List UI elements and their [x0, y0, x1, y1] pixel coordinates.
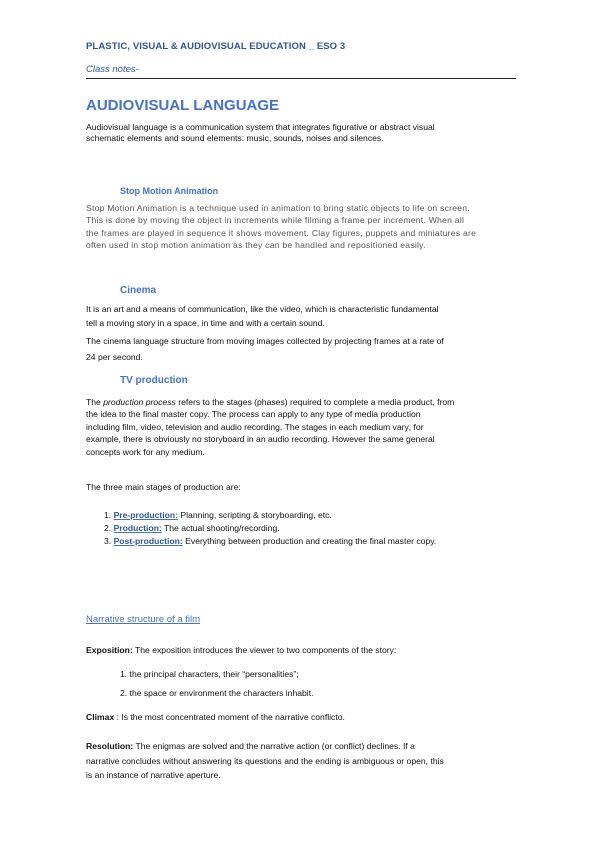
header-subtitle: Class notes-: [86, 64, 139, 75]
header-course-title: PLASTIC, VISUAL & AUDIOVISUAL EDUCATION _ ESO 3: [86, 41, 346, 52]
resolution-text: The enigmas are solved and the narrative action (or conflict) declines. If a: [133, 741, 415, 751]
resolution-line: is an instance of narrative aperture.: [86, 770, 221, 780]
stage-item: [104, 510, 332, 521]
stop-motion-paragraph: [86, 202, 516, 252]
stages-intro: The three main stages of production are:: [86, 482, 241, 492]
cinema-line: 24 per second.: [86, 352, 143, 362]
tv-line-italic: production process: [103, 397, 176, 407]
stage-text: Planning, scripting & storyboarding, etc.: [178, 510, 332, 520]
tv-line: [86, 396, 516, 408]
stage-text: The actual shooting/recording.: [161, 523, 280, 533]
tv-production-heading: TV production: [120, 375, 188, 386]
tv-line: including film, video, television and audio recording. The stages in each medium vary; for: [86, 421, 424, 432]
climax-line: [86, 712, 516, 723]
stop-motion-line: the frames are played in sequence it shows movement. Clay figures, puppets and miniatures are: [86, 227, 477, 238]
resolution-label: Resolution:: [86, 741, 134, 751]
cinema-line: The cinema language structure from moving images collected by projecting frames at a rate of: [86, 336, 444, 346]
cinema-heading: Cinema: [120, 285, 157, 296]
stop-motion-line: This is done by moving the object in increments while filming a frame per increment. When all: [86, 215, 465, 226]
page-title: AUDIOVISUAL LANGUAGE: [86, 97, 280, 114]
stage-text: Everything between production and creating the final master copy.: [182, 536, 437, 546]
stage-item: [104, 536, 436, 547]
climax-text: : Is the most concentrated moment of the narrative conflicto.: [114, 712, 345, 722]
post-production-link[interactable]: Post-production:: [113, 536, 183, 546]
tv-line: example, there is obviously no storyboard in an audio recording. However the same general: [86, 434, 435, 445]
exposition-line: [86, 645, 516, 656]
tv-line-post: refers to the stages (phases) required to complete a media product, from: [175, 397, 455, 407]
tv-production-paragraph: [86, 396, 516, 458]
climax-label: Climax: [86, 712, 115, 722]
pre-production-link[interactable]: Pre-production:: [113, 510, 179, 520]
header-divider: [86, 78, 516, 79]
exposition-text: The exposition introduces the viewer to two components of the story:: [132, 645, 397, 655]
tv-line: the idea to the final master copy. The process can apply to any type of media production: [86, 409, 421, 420]
stop-motion-line: often used in stop motion animation as they can be handled and repositioned easily.: [86, 240, 426, 251]
tv-line-pre: The: [86, 397, 104, 407]
exposition-label: Exposition:: [86, 645, 133, 655]
stage-number: 1.: [104, 510, 114, 520]
component-item: 2. the space or environment the characters inhabit.: [120, 688, 314, 698]
component-item: 1. the principal characters, their “personalities”;: [120, 669, 299, 679]
production-link[interactable]: Production:: [113, 523, 162, 533]
narrative-heading: Narrative structure of a film: [86, 614, 201, 625]
stage-number: 3.: [104, 536, 114, 546]
stage-item: [104, 523, 280, 534]
resolution-line: narrative concludes without answering its questions and the ending is ambiguous or open, this: [86, 755, 444, 766]
cinema-line: It is an art and a means of communication, like the video, which is characteristic fundamental: [86, 304, 439, 314]
intro-paragraph: [86, 122, 516, 144]
cinema-paragraph-2: [86, 333, 516, 365]
intro-line: schematic elements and sound elements: music, sounds, noises and silences.: [86, 133, 384, 143]
resolution-line: [86, 739, 516, 754]
stage-number: 2.: [104, 523, 114, 533]
cinema-paragraph-1: [86, 302, 516, 330]
stop-motion-heading: Stop Motion Animation: [120, 186, 219, 196]
resolution-paragraph: [86, 739, 516, 783]
intro-line: Audiovisual language is a communication system that integrates figurative or abstract visual: [86, 122, 435, 132]
cinema-line: tell a moving story in a space, in time and with a certain sound.: [86, 318, 325, 328]
stop-motion-line: Stop Motion Animation is a technique used in animation to bring static objects to life on screen.: [86, 203, 470, 213]
tv-line: concepts work for any medium.: [86, 446, 205, 457]
